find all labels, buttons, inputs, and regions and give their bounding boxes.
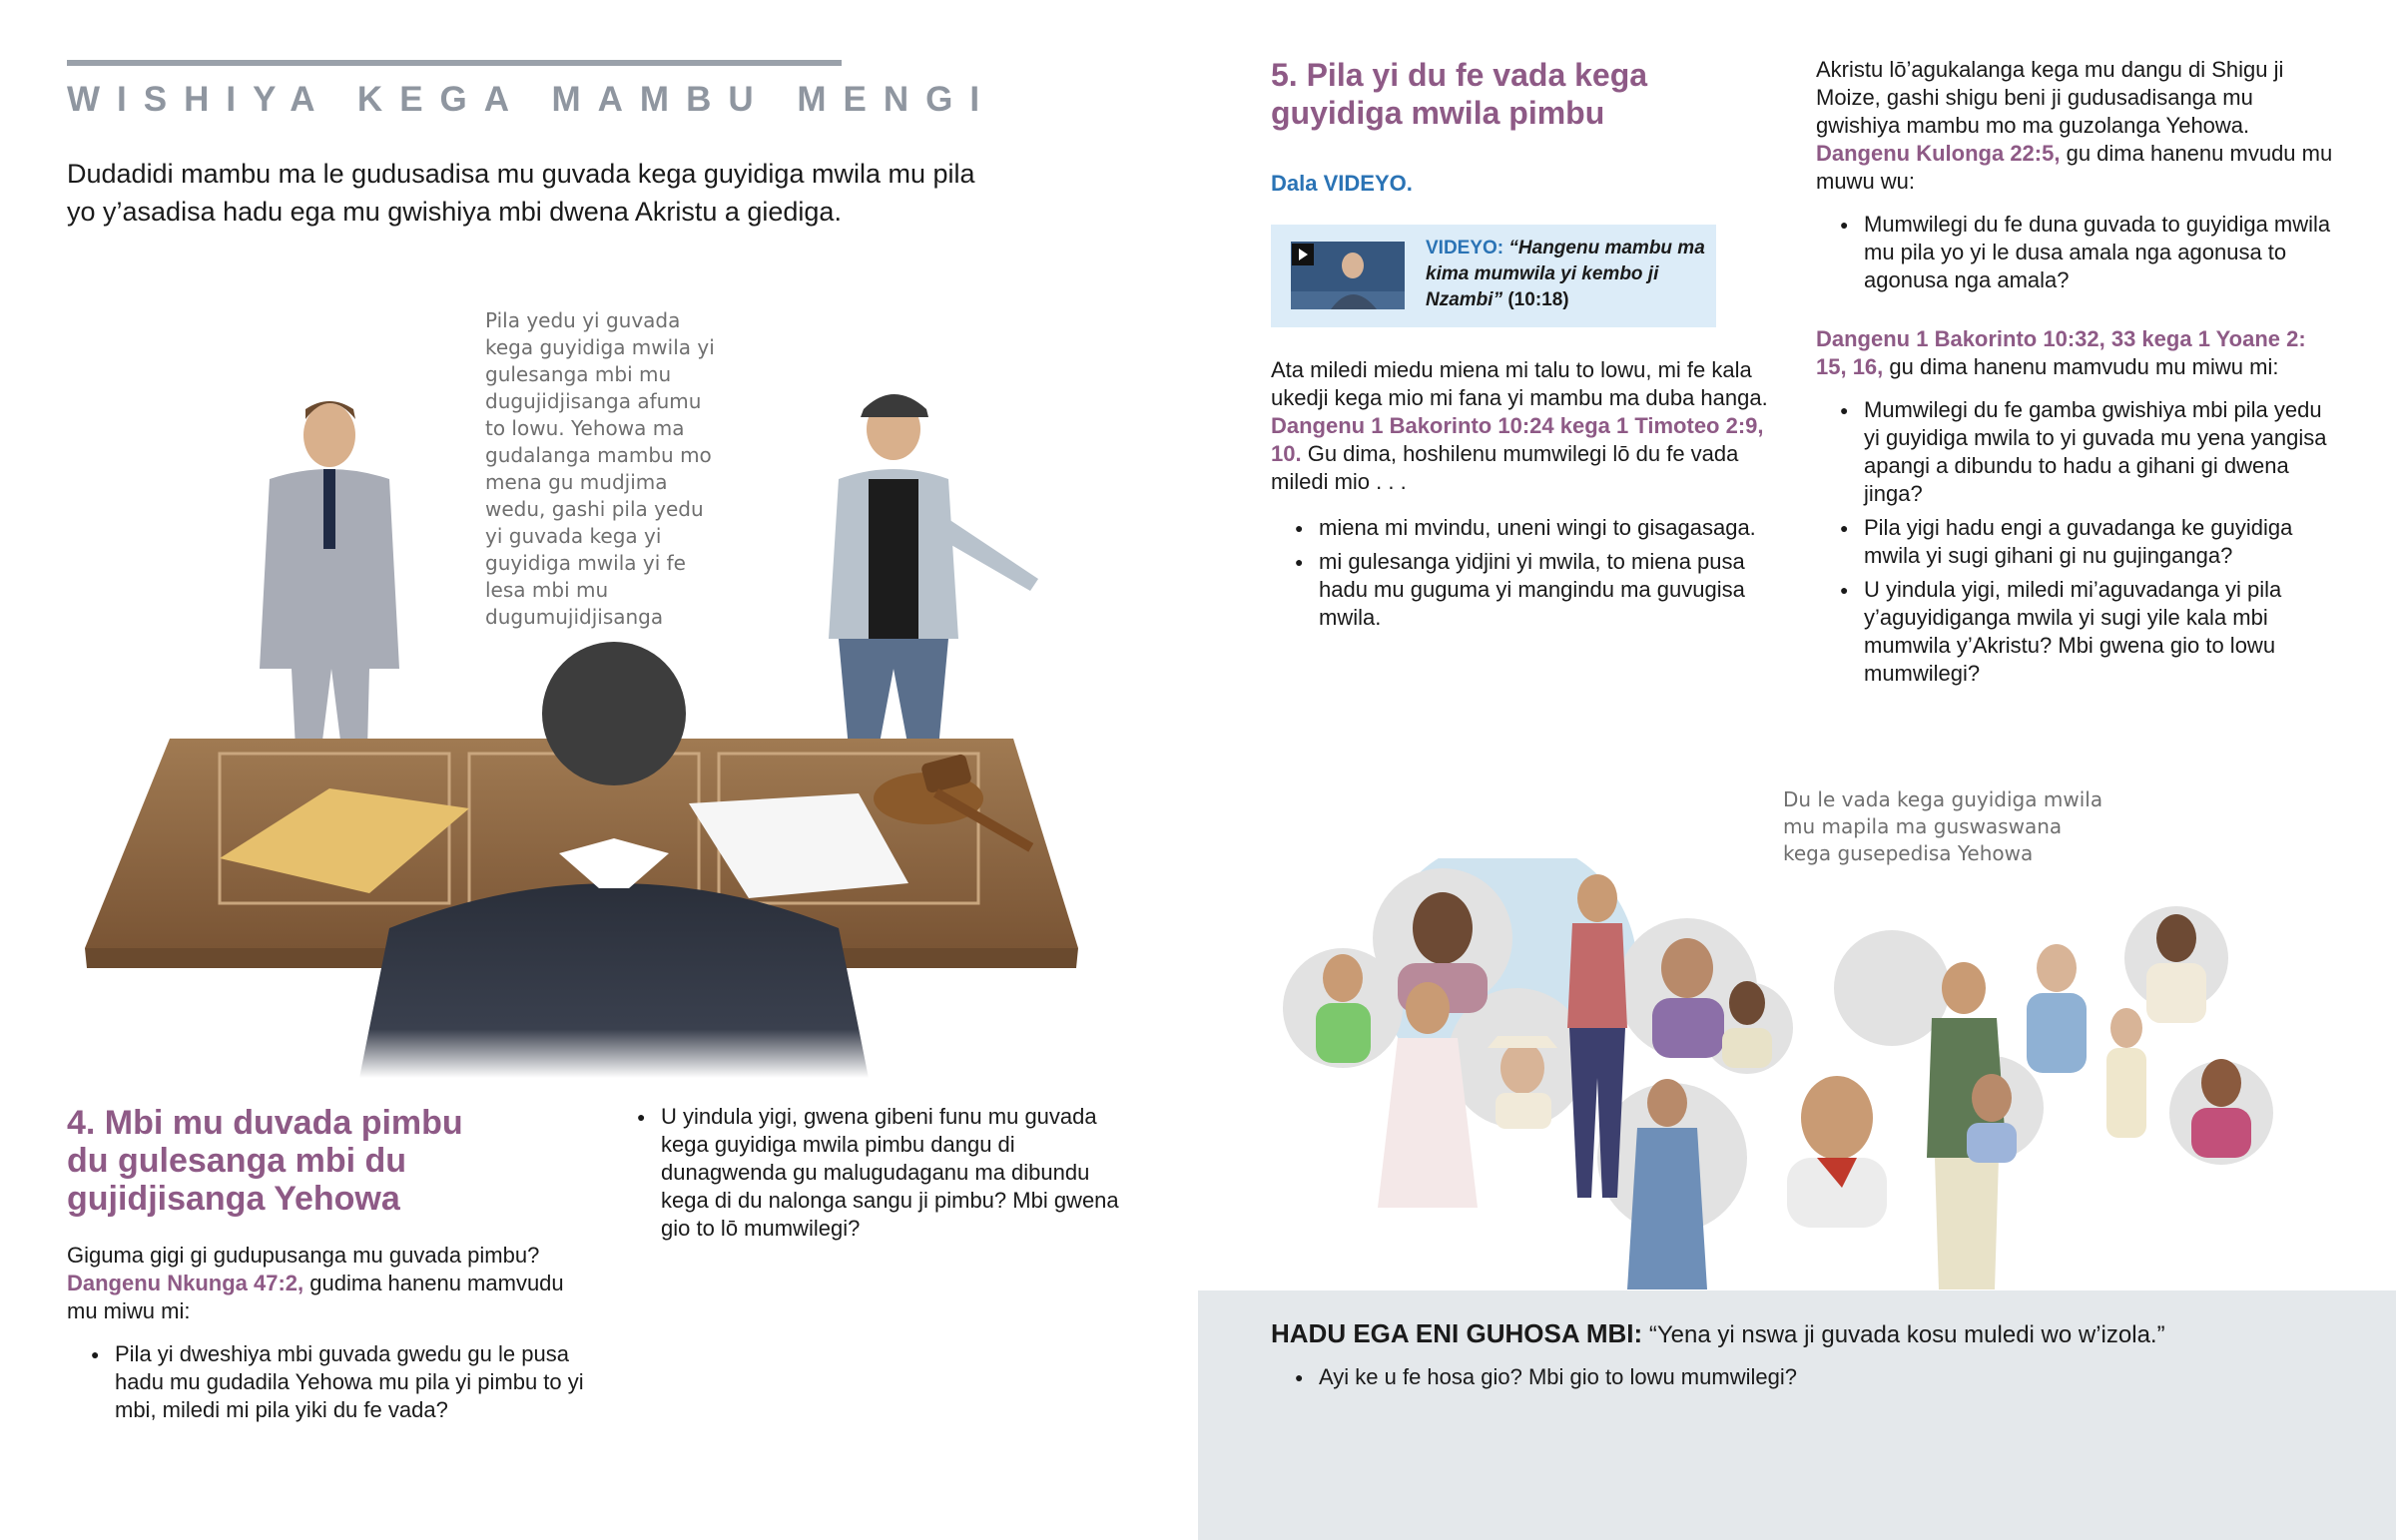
list-item: ● U yindula yigi, gwena gibeni funu mu guvada kega guyidiga mwila pimbu dangu di dunagwenda gu malugudaganu ma dibundu kega di du nalonga sangu ji pimbu? Mbi gwena gio to lō mumwilegi?	[613, 1103, 1132, 1243]
videyo-link[interactable]: VIDEYO.	[1323, 171, 1413, 196]
list-item: ● Mumwilegi du fe duna guvada to guyidiga mwila mu pila yo yi le dusa amala nga agonusa to agonusa nga amala?	[1816, 211, 2335, 294]
young-man	[829, 394, 1038, 749]
list-item: ● Ayi ke u fe hosa gio? Mbi gio to lowu mumwilegi?	[1271, 1363, 2269, 1391]
group-caption: Du le vada kega guyidiga mwila mu mapila ma guswaswana kega gusepedisa Yehowa	[1783, 787, 2103, 865]
scripture-link[interactable]: Dangenu Nkunga 47:2,	[67, 1271, 304, 1295]
scripture-link[interactable]: Dangenu Kulonga 22:5,	[1816, 141, 2061, 166]
grandpa-scarf	[1787, 1076, 1887, 1228]
section-5-title: 5. Pila yi du fe vada kega guyidiga mwila pimbu	[1271, 57, 1648, 131]
discussion-question	[1271, 1317, 2369, 1351]
section-5-text-after: gu dima hanenu mamvudu mu miwu mi:	[1883, 354, 2279, 379]
section-5-text-after: gu dima hanenu mvudu mu muwu wu:	[1816, 141, 2333, 194]
list-item: ● miena mi mvindu, uneni wingi to gisagasaga.	[1271, 514, 1790, 542]
section-5-paragraph-1	[1271, 356, 1780, 496]
people-illustration	[1268, 858, 2316, 1289]
section-4-text-after: gudima hanenu mamvudu mu miwu mi:	[67, 1271, 564, 1323]
scripture-link[interactable]: Dangenu 1 Bakorinto 10:24 kega 1 Timoteo 2:9, 10.	[1271, 413, 1764, 466]
section-5-text: Akristu lō’agukalanga kega mu dangu di Shigu ji Moize, gashi shigu beni ji gudusadisanga mu gwishiya mambu mo ma guzolanga Yehowa.	[1816, 57, 2284, 138]
video-duration: (10:18)	[1502, 289, 1569, 310]
section-4-bullets-a	[67, 1340, 586, 1430]
section-header: WISHIYA KEGA MAMBU MENGI	[67, 80, 997, 119]
man-in-suit	[260, 401, 399, 749]
section-5-paragraph-2	[1816, 56, 2335, 196]
section-5-bullets-3	[1816, 396, 2335, 694]
section-5-paragraph-3	[1816, 325, 2335, 381]
discussion-label: HADU EGA ENI GUHOSA MBI:	[1271, 1318, 1643, 1348]
section-5-bullets-1	[1271, 514, 1790, 638]
section-4-paragraph	[67, 1242, 596, 1325]
dala-videyo	[1271, 170, 1413, 198]
list-item: ● Mumwilegi du fe gamba gwishiya mbi pila yedu yi guyidiga mwila to yi guvada mu yena yangisa apangi a dibundu to hadu a gihani gi dwena jinga?	[1816, 396, 2335, 508]
section-4-title: 4. Mbi mu duvada pimbu du gulesanga mbi du gujidjisanga Yehowa	[67, 1104, 463, 1218]
discussion-quote: “Yena yi nswa ji guvada kosu muledi wo w’izola.”	[1642, 1321, 2165, 1348]
list-item: ● U yindula yigi, miledi mi’aguvadanga yi pila y’aguyidiganga mwila yi sugi yile kala mbi mumwila y’Akristu? Mbi gwena gio to lowu mumwilegi?	[1816, 576, 2335, 688]
list-item: ● Pila yigi hadu engi a guvadanga ke guyidiga mwila yi sugi gihani gi nu gujinganga?	[1816, 514, 2335, 570]
video-title[interactable]: “Hangenu mambu ma kima mumwila yi kembo ji Nzambi”	[1426, 238, 1705, 310]
list-item: ● mi gulesanga yidjini yi mwila, to miena pusa hadu mu guguma yi mangindu ma guvugisa mwila.	[1271, 548, 1790, 632]
discussion-bullets	[1271, 1363, 2269, 1397]
video-description	[1426, 236, 1710, 313]
play-icon[interactable]	[1292, 244, 1314, 265]
girl-yellow-hat	[2106, 1008, 2146, 1138]
woman-blouse	[2027, 944, 2087, 1073]
section-5-bullets-2	[1816, 211, 2335, 300]
dala-label: Dala	[1271, 171, 1324, 196]
section-5-text-after: Gu dima, hoshilenu mumwilegi lō du fe vada miledi mio . . .	[1271, 441, 1739, 494]
video-label: VIDEYO:	[1426, 238, 1504, 258]
intro-text: Dudadidi mambu ma le gudusadisa mu guvada kega guyidiga mwila mu pila yo y’asadisa hadu ega mu gwishiya mbi dwena Akristu a giediga.	[67, 159, 975, 227]
illustration-caption: Pila yedu yi guvada kega guyidiga mwila yi gulesanga mbi mu dugujidjisanga afumu to lowu. Yehowa ma gudalanga mambu mo mena gu mudjima wedu, gashi pila yedu yi guvada kega yi guyidiga mwila yi fe lesa mbi mu dugumujidjisanga	[485, 308, 715, 629]
section-5-text: Ata miledi miedu miena mi talu to lowu, mi fe kala ukedji kega mio mi fana yi mambu ma duba hanga.	[1271, 357, 1768, 410]
section-4-text: Giguma gigi gi gudupusanga mu guvada pimbu?	[67, 1243, 540, 1268]
scripture-link[interactable]: Dangenu 1 Bakorinto 10:32, 33 kega 1 Yoane 2: 15, 16,	[1816, 326, 2306, 379]
section-4-bullets-b	[613, 1103, 1132, 1249]
list-item: ● Pila yi dweshiya mbi guvada gwedu gu le pusa hadu mu gudadila Yehowa mu pila yi pimbu to yi mbi, miledi mi pila yiki du fe vada?	[67, 1340, 586, 1424]
header-rule	[67, 60, 842, 66]
